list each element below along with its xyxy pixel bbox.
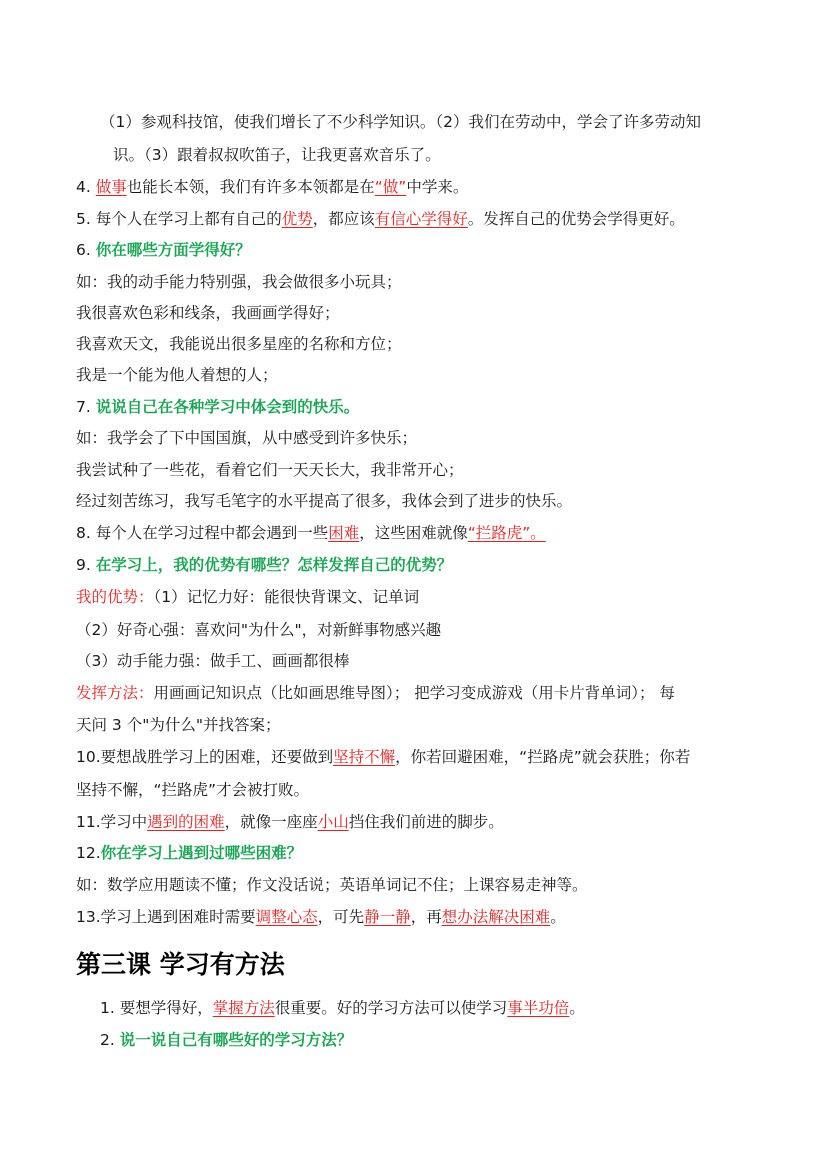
question-text: 你在学习上遇到过哪些困难？ (100, 844, 303, 862)
text-line (76, 875, 588, 895)
key-term: 掌握方法 (212, 999, 275, 1017)
text-line (113, 145, 441, 165)
lesson-heading: 第三课 学习有方法 (76, 950, 285, 979)
key-term: 困难 (328, 524, 360, 542)
text-line (76, 747, 690, 767)
key-term: 优势 (281, 210, 313, 228)
body-text: （1）记忆力好：能很快背课文、记单词 (153, 588, 420, 606)
body-text: 坚持不懈，“拦路虎”才会被打败。 (76, 781, 310, 799)
text-line (76, 555, 452, 575)
body-text: ，再 (410, 908, 442, 926)
text-line (76, 491, 572, 511)
body-text: 如：数学应用题读不懂；作文没话说；英语单词记不住；上课容易走神等。 (76, 876, 588, 894)
body-text: 13.学习上遇到困难时需要 (76, 908, 256, 926)
text-line (100, 998, 585, 1018)
question-text: 说一说自己有哪些好的学习方法？ (119, 1031, 353, 1049)
body-text: 挡住我们前进的脚步。 (348, 813, 504, 831)
key-term: 调整心态 (255, 908, 318, 926)
body-text: 经过刻苦练习，我写毛笔字的水平提高了很多，我体会到了进步的快乐。 (76, 492, 573, 510)
text-line (100, 112, 701, 132)
text-line (76, 523, 546, 543)
body-text: ，你若回避困难，“拦路虎”就会获胜；你若 (395, 748, 691, 766)
text-line (76, 907, 566, 927)
body-text: 。 (569, 999, 585, 1017)
text-line (76, 209, 685, 229)
text-line (76, 651, 349, 671)
body-text: 我喜欢天文，我能说出很多星座的名称和方位； (76, 335, 402, 353)
body-text: ，可先 (317, 908, 365, 926)
body-text: 中学来。 (406, 178, 469, 196)
key-term: 做事 (95, 178, 127, 196)
text-line (76, 365, 278, 385)
text-line (76, 683, 675, 703)
body-text: 1. 要想学得好， (100, 999, 213, 1017)
body-text: ，就像一座座 (224, 813, 318, 831)
body-text: 很重要。好的学习方法可以使学习 (274, 999, 508, 1017)
text-line (76, 177, 468, 197)
body-text: 也能长本领，我们有许多本领都是在 (126, 178, 375, 196)
body-text: ，都应该 (312, 210, 375, 228)
body-text: 。发挥自己的优势会学得更好。 (467, 210, 685, 228)
text-line (76, 428, 417, 448)
body-text: 我尝试种了一些花，看着它们一天天长大，我非常开心； (76, 461, 464, 479)
body-text: 我是一个能为他人着想的人； (76, 366, 278, 384)
body-text: 4. (76, 178, 96, 196)
question-text: 说说自己在各种学习中体会到的快乐。 (95, 398, 360, 416)
body-text: 如：我学会了下中国国旗，从中感受到许多快乐； (76, 429, 418, 447)
text-line (76, 587, 419, 607)
text-line (76, 272, 402, 292)
body-text: （1）参观科技馆，使我们增长了不少科学知识。（2）我们在劳动中，学会了许多劳动知 (100, 113, 701, 131)
body-text: 12. (76, 844, 101, 862)
body-text: 用画画记知识点（比如画思维导图）； 把学习变成游戏（用卡片背单词）； 每 (153, 684, 675, 702)
body-text: 如：我的动手能力特别强，我会做很多小玩具； (76, 273, 402, 291)
body-text: 2. (100, 1031, 120, 1049)
key-term: 有信心学得好 (374, 210, 468, 228)
body-text: （3）动手能力强：做手工、画画都很棒 (76, 652, 350, 670)
body-text: 识。（3）跟着叔叔吹笛子，让我更喜欢音乐了。 (113, 146, 441, 164)
body-text: 。 (550, 908, 566, 926)
body-text: ，这些困难就像 (359, 524, 468, 542)
body-text: （2）好奇心强：喜欢问"为什么"，对新鲜事物感兴趣 (76, 621, 442, 639)
text-line (76, 460, 464, 480)
key-term: 静一静 (364, 908, 411, 926)
text-line (76, 843, 302, 863)
body-text: 11.学习中 (76, 813, 148, 831)
key-term: 遇到的困难 (147, 813, 225, 831)
label-text: 我的优势： (76, 588, 154, 606)
text-line (76, 397, 359, 417)
text-line (76, 303, 340, 323)
body-text: 10.要想战胜学习上的困难，还要做到 (76, 748, 334, 766)
question-text: 在学习上，我的优势有哪些？怎样发挥自己的优势？ (95, 556, 453, 574)
text-line (76, 780, 309, 800)
text-line (76, 620, 441, 640)
text-line (76, 240, 251, 260)
key-term: 想办法解决困难 (441, 908, 551, 926)
text-line (76, 812, 504, 832)
body-text: 7. (76, 398, 96, 416)
key-term: 小山 (317, 813, 349, 831)
body-text: 5. 每个人在学习上都有自己的 (76, 210, 282, 228)
body-text: 我很喜欢色彩和线条，我画画学得好； (76, 304, 340, 322)
text-line (76, 715, 280, 735)
key-term: 事半功倍 (507, 999, 570, 1017)
question-text: 你在哪些方面学得好？ (95, 241, 251, 259)
body-text: 天问 3 个"为什么"并找答案； (76, 716, 281, 734)
key-term: “做” (374, 178, 407, 196)
label-text: 发挥方法： (76, 684, 154, 702)
body-text: 6. (76, 241, 96, 259)
body-text: 8. 每个人在学习过程中都会遇到一些 (76, 524, 329, 542)
body-text: 9. (76, 556, 96, 574)
text-line (76, 334, 402, 354)
key-term: “拦路虎”。 (467, 524, 546, 542)
key-term: 坚持不懈 (333, 748, 396, 766)
text-line (100, 1030, 352, 1050)
